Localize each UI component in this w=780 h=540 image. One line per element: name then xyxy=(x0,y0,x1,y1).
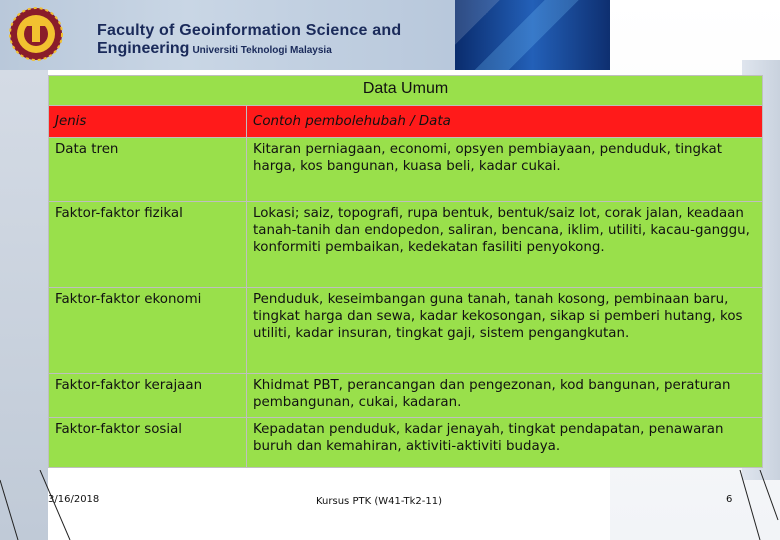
row-contoh: Kitaran perniagaan, economi, opsyen pembiayaan, penduduk, tingkat harga, kos bangunan, kuasa beli, kadar cukai. xyxy=(247,138,763,202)
table-row xyxy=(49,418,763,468)
table-title-row xyxy=(49,76,763,106)
row-contoh: Kepadatan penduduk, kadar jenayah, tingkat pendapatan, penawaran buruh dan kemahiran, aktiviti-aktiviti budaya. xyxy=(247,418,763,468)
data-umum-table xyxy=(48,75,763,468)
table-row xyxy=(49,374,763,418)
university-name: Universiti Teknologi Malaysia xyxy=(192,45,332,56)
column-header-jenis: Jenis xyxy=(49,106,247,138)
utm-logo-icon xyxy=(8,6,64,62)
row-jenis: Faktor-faktor ekonomi xyxy=(49,288,247,374)
footer-date: 3/16/2018 xyxy=(48,494,100,505)
row-contoh: Khidmat PBT, perancangan dan pengezonan, kod bangunan, peraturan pembangunan, cukai, kadaran. xyxy=(247,374,763,418)
row-jenis: Faktor-faktor fizikal xyxy=(49,202,247,288)
row-contoh: Lokasi; saiz, topografi, rupa bentuk, bentuk/saiz lot, corak jalan, keadaan tanah-tanih dan endopedon, saliran, bencana, iklim, utiliti, kacau-ganggu, konformiti pembaikan, kedekatan fasiliti penyokong. xyxy=(247,202,763,288)
row-contoh: Penduduk, keseimbangan guna tanah, tanah kosong, pembinaan baru, tingkat harga dan sewa, kadar kekosongan, sikap si pemberi hutang, kos utiliti, kadar insuran, tingkat gaji, sistem pengangkutan. xyxy=(247,288,763,374)
faculty-title: Faculty of Geoinformation Science and xyxy=(97,22,402,39)
table-row xyxy=(49,202,763,288)
table-title: Data Umum xyxy=(49,76,763,106)
engineering-label: Engineering xyxy=(97,40,190,57)
row-jenis: Data tren xyxy=(49,138,247,202)
banner-circuit-image xyxy=(455,0,610,70)
table-row xyxy=(49,288,763,374)
row-jenis: Faktor-faktor kerajaan xyxy=(49,374,247,418)
column-header-contoh: Contoh pembolehubah / Data xyxy=(247,106,763,138)
column-header-row xyxy=(49,106,763,138)
footer-page-number: 6 xyxy=(726,494,733,505)
header-banner xyxy=(0,0,610,70)
table-row xyxy=(49,138,763,202)
footer-course: Kursus PTK (W41-Tk2-11) xyxy=(316,496,443,507)
faculty-subtitle xyxy=(97,40,332,58)
row-jenis: Faktor-faktor sosial xyxy=(49,418,247,468)
